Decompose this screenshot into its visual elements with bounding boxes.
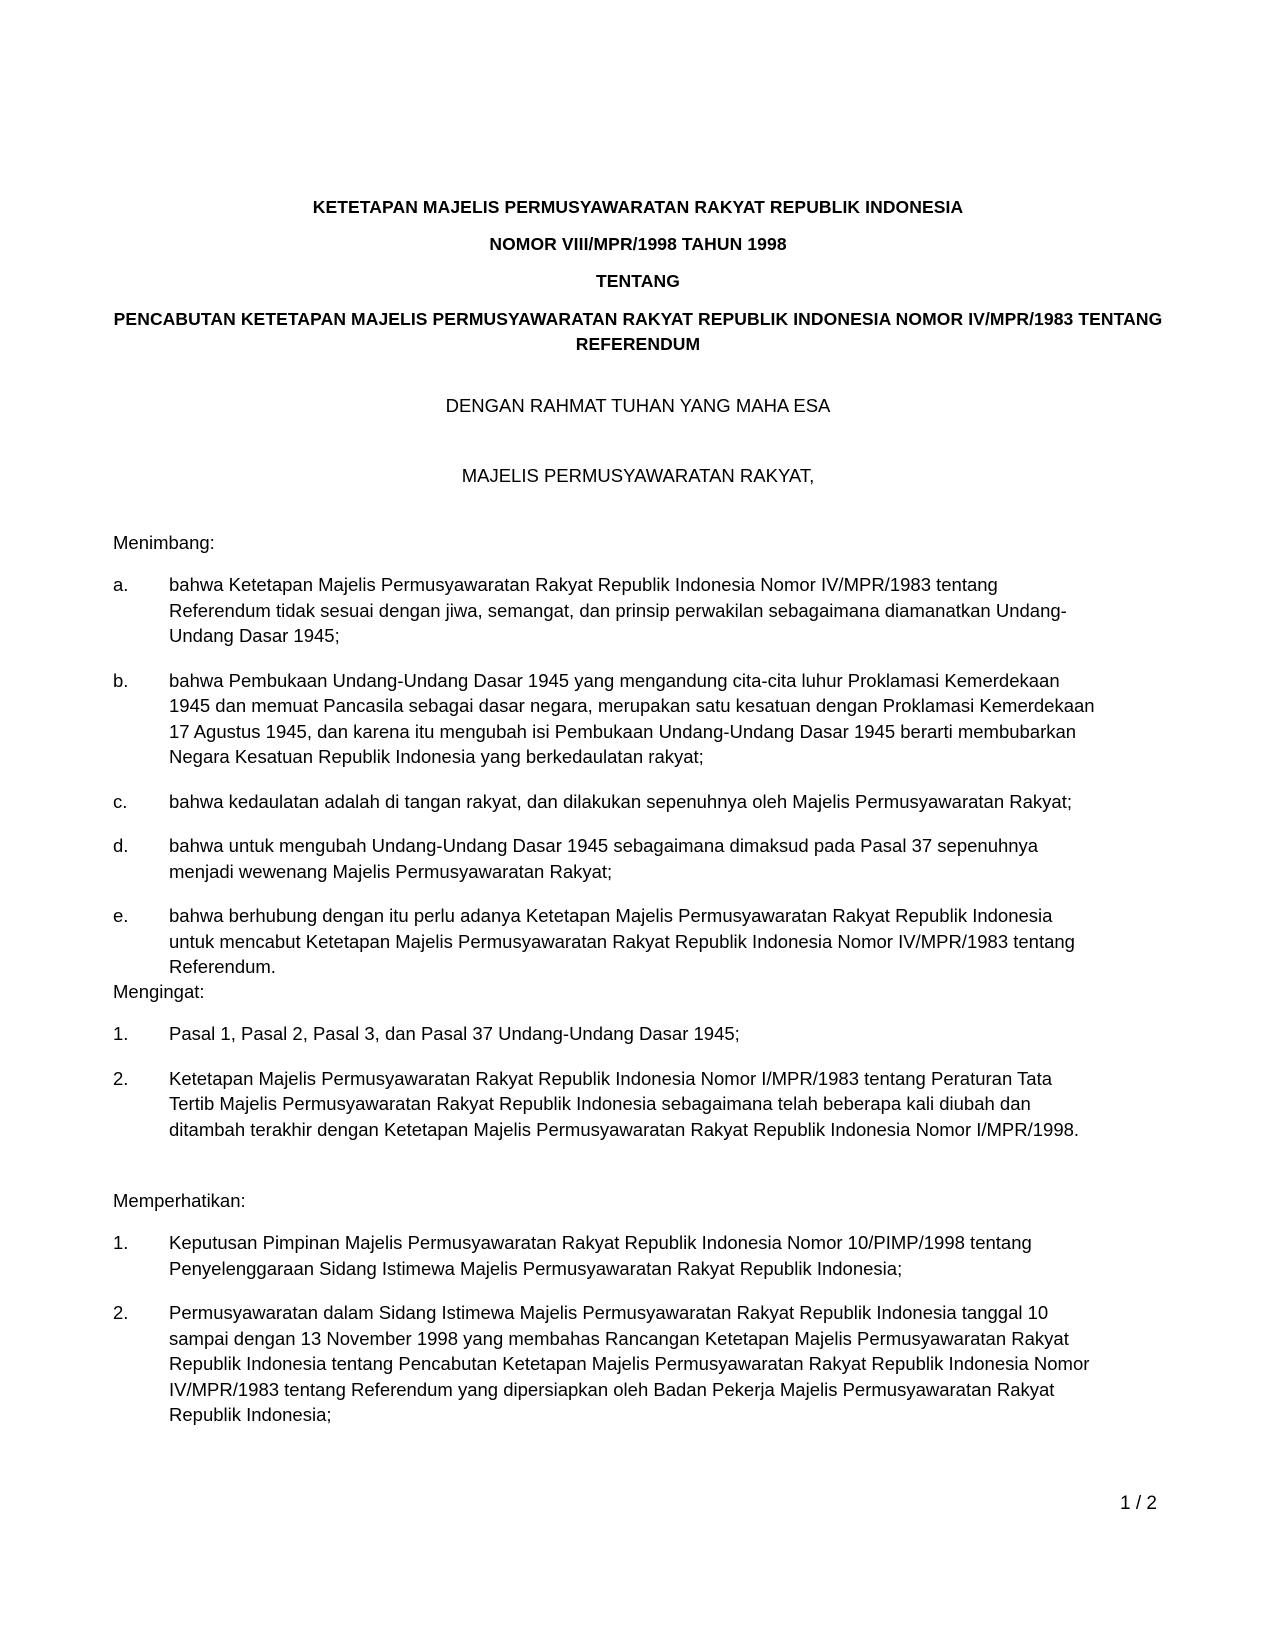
section-label-menimbang: Menimbang: bbox=[113, 532, 215, 553]
list-item-marker: a. bbox=[113, 574, 129, 595]
section-memperhatikan bbox=[113, 1188, 1098, 1428]
list-item bbox=[113, 572, 1098, 649]
list-item-text: Ketetapan Majelis Permusyawaratan Rakyat Republik Indonesia Nomor I/MPR/1983 tentang Peraturan Tata Tertib Majelis Permusyawaratan Rakyat Republik Indonesia sebagaimana telah beberapa kali diubah dan ditambah terakhir dengan Ketetapan Majelis Permusyawaratan Rakyat Republik Indonesia Nomor I/MPR/1998. bbox=[169, 1067, 1080, 1140]
list-item-text: bahwa berhubung dengan itu perlu adanya Ketetapan Majelis Permusyawaratan Rakyat Republik Indonesia untuk mencabut Ketetapan Majelis Permusyawaratan Rakyat Republik Indonesia Nomor IV/MPR/1983 tentang Referendum. bbox=[169, 905, 1075, 977]
list-item-text: bahwa untuk mengubah Undang-Undang Dasar 1945 sebagaimana dimaksud pada Pasal 37 sepenuhnya menjadi wewenang Majelis Permusyawaratan Rakyat; bbox=[169, 835, 1039, 882]
list-item bbox=[113, 903, 1098, 980]
title-line-tentang: TENTANG bbox=[596, 271, 680, 291]
list-item bbox=[113, 1066, 1098, 1143]
list-item-marker: 2. bbox=[113, 1067, 129, 1089]
document-title-block bbox=[113, 196, 1163, 372]
list-item-marker: c. bbox=[113, 790, 128, 812]
list-item-marker: 1. bbox=[113, 1023, 129, 1044]
list-item-text: Keputusan Pimpinan Majelis Permusyawaratan Rakyat Republik Indonesia Nomor 10/PIMP/1998 tentang Penyelenggaraan Sidang Istimewa Majelis Permusyawaratan Rakyat Republik Indonesia; bbox=[169, 1232, 1032, 1279]
list-item-marker: e. bbox=[113, 905, 129, 926]
list-item-text: Pasal 1, Pasal 2, Pasal 3, dan Pasal 37 Undang-Undang Dasar 1945; bbox=[169, 1023, 740, 1044]
list-item-marker: 1. bbox=[113, 1232, 129, 1253]
section-label-memperhatikan: Memperhatikan: bbox=[113, 1190, 246, 1211]
section-menimbang bbox=[113, 530, 1098, 980]
list-item-marker: 2. bbox=[113, 1302, 129, 1323]
section-mengingat bbox=[113, 979, 1098, 1142]
title-line-subject: PENCABUTAN KETETAPAN MAJELIS PERMUSYAWARATAN RAKYAT REPUBLIK INDONESIA NOMOR IV/MPR/1983 TENTANG REFERENDUM bbox=[113, 309, 1163, 354]
list-item bbox=[113, 1021, 1098, 1047]
invocation-line: DENGAN RAHMAT TUHAN YANG MAHA ESA bbox=[445, 395, 831, 416]
list-item-marker: b. bbox=[113, 669, 129, 691]
list-item bbox=[113, 1230, 1098, 1281]
list-item-text: bahwa Ketetapan Majelis Permusyawaratan Rakyat Republik Indonesia Nomor IV/MPR/1983 tentang Referendum tidak sesuai dengan jiwa, semangat, dan prinsip perwakilan sebagaimana diamanatkan Undang-Undang Dasar 1945; bbox=[169, 574, 1067, 646]
list-item bbox=[113, 833, 1098, 884]
list-item bbox=[113, 668, 1098, 770]
title-line-1: KETETAPAN MAJELIS PERMUSYAWARATAN RAKYAT REPUBLIK INDONESIA bbox=[312, 197, 964, 217]
title-line-decree-number: NOMOR VIII/MPR/1998 TAHUN 1998 bbox=[489, 234, 787, 254]
list-item-text: bahwa kedaulatan adalah di tangan rakyat, dan dilakukan sepenuhnya oleh Majelis Permusyawaratan Rakyat; bbox=[169, 790, 1072, 812]
list-item bbox=[113, 1300, 1098, 1428]
list-item-marker: d. bbox=[113, 835, 129, 856]
page-indicator: 1 / 2 bbox=[1120, 1493, 1157, 1514]
list-item bbox=[113, 789, 1098, 815]
list-item-text: Permusyawaratan dalam Sidang Istimewa Majelis Permusyawaratan Rakyat Republik Indonesia tanggal 10 sampai dengan 13 November 1998 yang membahas Rancangan Ketetapan Majelis Permusyawaratan Rakyat Republik Indonesia tentang Pencabutan Ketetapan Majelis Permusyawaratan Rakyat Republik Indonesia Nomor IV/MPR/1983 tentang Referendum yang dipersiapkan oleh Badan Pekerja Majelis Permusyawaratan Rakyat Republik Indonesia; bbox=[169, 1302, 1090, 1425]
authority-line: MAJELIS PERMUSYAWARATAN RAKYAT, bbox=[461, 465, 815, 486]
section-label-mengingat: Mengingat: bbox=[113, 981, 205, 1002]
list-item-text: bahwa Pembukaan Undang-Undang Dasar 1945 yang mengandung cita-cita luhur Proklamasi Kemerdekaan 1945 dan memuat Pancasila sebagai dasar negara, merupakan satu kesatuan dengan Proklamasi Kemerdekaan 17 Agustus 1945, dan karena itu mengubah isi Pembukaan Undang-Undang Dasar 1945 berarti membubarkan Negara Kesatuan Republik Indonesia yang berkedaulatan rakyat; bbox=[169, 669, 1095, 767]
